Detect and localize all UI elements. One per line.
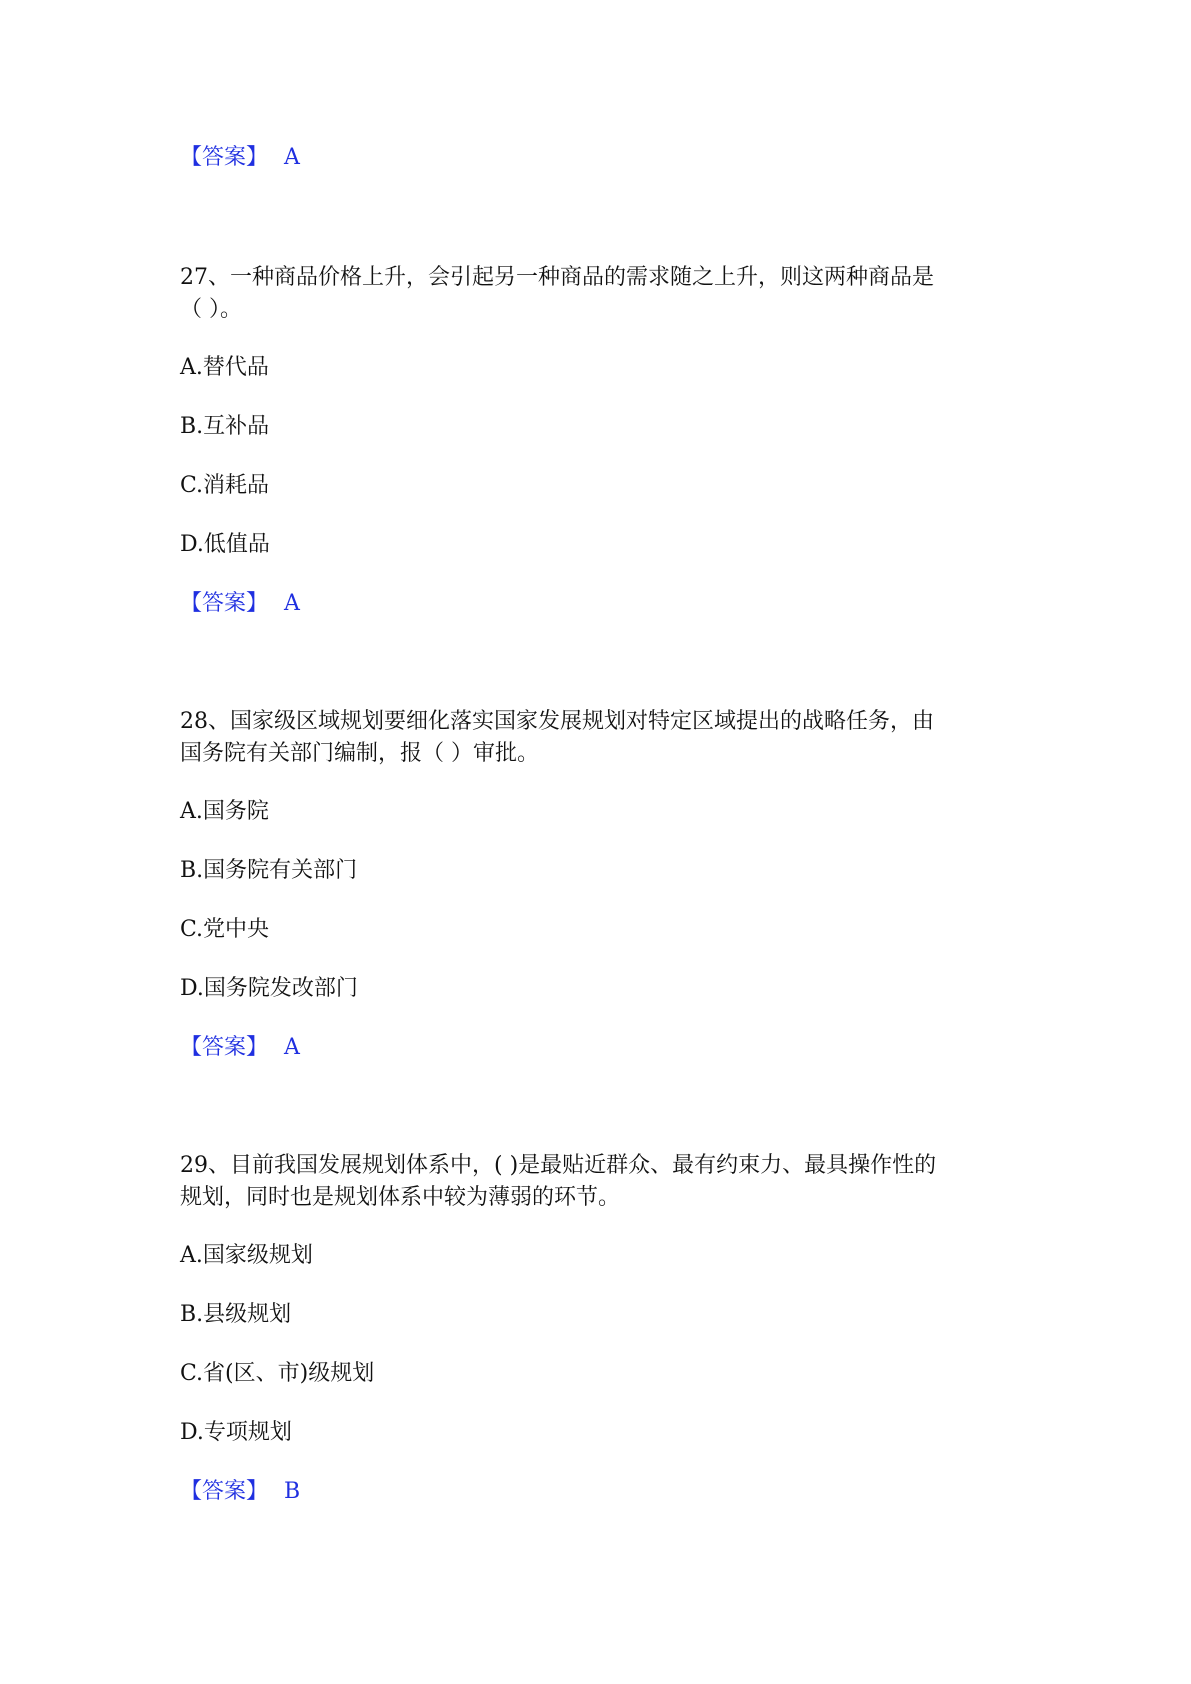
answer-value: A (284, 145, 300, 170)
question-27-option-a: A.替代品 (180, 355, 269, 380)
question-28-option-b: B.国务院有关部门 (180, 858, 358, 883)
question-28-answer (180, 1033, 300, 1063)
answer-value: B (284, 1479, 301, 1504)
question-29-option-b: B.县级规划 (180, 1302, 292, 1327)
question-27-text-line1: 27、一种商品价格上升，会引起另一种商品的需求随之上升，则这两种商品是 (180, 265, 934, 290)
question-27-option-b: B.互补品 (180, 414, 270, 439)
question-29-option-d: D.专项规划 (180, 1420, 292, 1445)
question-29-text-line2: 规划，同时也是规划体系中较为薄弱的环节。 (180, 1185, 621, 1210)
question-29-text-line1: 29、目前我国发展规划体系中，( )是最贴近群众、最有约束力、最具操作性的 (180, 1153, 937, 1178)
question-28-option-c: C.党中央 (180, 917, 270, 942)
question-27-text-line2: （ ）。 (180, 297, 242, 322)
question-28-text-line2: 国务院有关部门编制，报（ ）审批。 (180, 741, 539, 766)
answer-line (180, 143, 300, 173)
question-27-option-c: C.消耗品 (180, 473, 270, 498)
answer-label: 【答案】 (180, 1479, 269, 1504)
answer-label: 【答案】 (180, 145, 269, 170)
question-29-option-c: C.省(区、市)级规划 (180, 1361, 375, 1386)
question-29-answer (180, 1477, 300, 1507)
answer-label: 【答案】 (180, 591, 269, 616)
question-27-option-d: D.低值品 (180, 532, 270, 557)
question-27-answer (180, 589, 300, 619)
answer-value: A (284, 1035, 300, 1060)
answer-value: A (284, 591, 300, 616)
answer-label: 【答案】 (180, 1035, 269, 1060)
question-28-text-line1: 28、国家级区域规划要细化落实国家发展规划对特定区域提出的战略任务，由 (180, 709, 934, 734)
question-28-option-a: A.国务院 (180, 799, 269, 824)
question-28-option-d: D.国务院发改部门 (180, 976, 358, 1001)
question-29-option-a: A.国家级规划 (180, 1243, 313, 1268)
